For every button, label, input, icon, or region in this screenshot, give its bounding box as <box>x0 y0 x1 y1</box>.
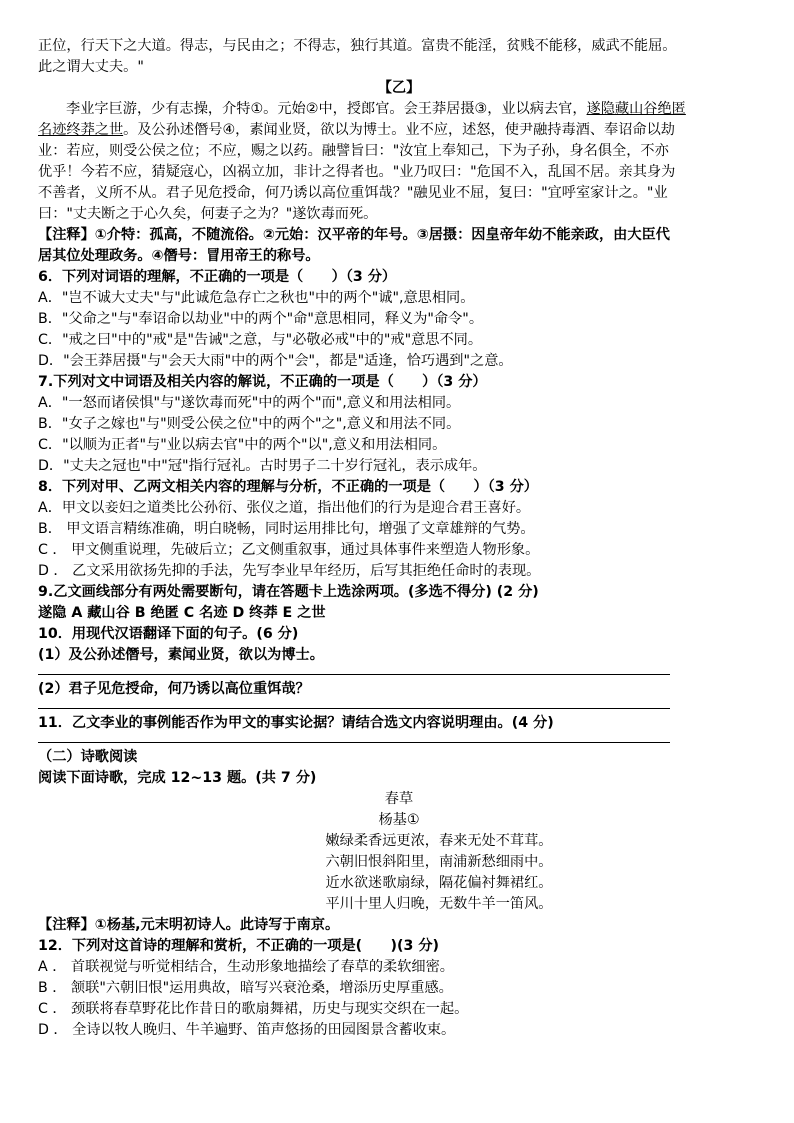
passage-yi-line-5: 不善者，义所不从。君子见危授命，何乃诱以高位重饵哉？"融见业不屈，复曰："宜呼室家计之。"业 <box>38 185 668 201</box>
yi-note-line-2: 居其位处理政务。④僭号：冒用帝王的称号。 <box>38 248 320 264</box>
question-10-sentence-2: (2）君子见危授命，何乃诱以高位重饵哉？ <box>38 681 310 697</box>
question-8-stem: 8．下列对甲、乙两文相关内容的理解与分析，不正确的一项是（ ）（3 分） <box>38 479 538 495</box>
underlined-sentence: 名迹终莽之世 <box>38 122 124 138</box>
answer-space <box>38 700 760 708</box>
question-6-stem: 6．下列对词语的理解，不正确的一项是（ ）（3 分） <box>38 269 397 285</box>
poem-line-3: 近水欲迷歌扇绿，隔花偏衬舞裙红。 <box>325 875 553 891</box>
question-10-stem: 10．用现代汉语翻译下面的句子。(6 分) <box>38 626 299 642</box>
question-12-option-a: A ． 首联视觉与听觉相结合，生动形象地描绘了春草的柔软细密。 <box>38 959 454 975</box>
passage-yi-line-2: 名迹终莽之世。及公孙述僭号④，素闻业贤，欲以为博士。业不应，述怒，使尹融持毒酒、奉诏命以劫 <box>38 122 675 138</box>
question-8-option-d: D ． 乙文采用欲扬先抑的手法，先写李业早年经历，后写其拒绝任命时的表现。 <box>38 563 541 579</box>
poem-note: 【注释】①杨基,元末明初诗人。此诗写于南京。 <box>38 917 340 933</box>
question-7-option-a: A．"一怒而诸侯惧"与"遂饮毒而死"中的两个"而",意义和用法相同。 <box>38 395 461 411</box>
poem-title: 春草 <box>384 791 414 807</box>
question-10-sentence-1: (1）及公孙述僭号，素闻业贤，欲以为博士。 <box>38 647 324 663</box>
question-12-option-c: C ． 颈联将春草野花比作昔日的歌扇舞裙，历史与现实交织在一起。 <box>38 1001 469 1017</box>
question-8-option-a: A．甲文以妾妇之道类比公孙衍、张仪之道，指出他们的行为是迎合君王喜好。 <box>38 500 531 516</box>
passage-yi-line-1: 李业字巨游，少有志操，介特①。元始②中，授郎官。会王莽居摄③，业以病去官，遂隐藏山谷绝匿 <box>66 101 686 117</box>
poem-author: 杨基① <box>378 812 420 828</box>
answer-space <box>38 734 760 742</box>
section-2-instruction: 阅读下面诗歌，完成 12~13 题。(共 7 分) <box>38 770 317 786</box>
poem-line-4: 平川十里人归晚，无数牛羊一笛风。 <box>325 896 553 912</box>
passage-yi-line-4: 优乎！今若不应，猜疑寇心，凶祸立加，非计之得者也。"业乃叹曰："危国不入，乱国不居。亲其身为 <box>38 164 676 180</box>
question-8-option-c: C ． 甲文侧重说理，先破后立；乙文侧重叙事，通过具体事件来塑造人物形象。 <box>38 542 540 558</box>
exam-page <box>38 36 760 1041</box>
question-6-option-b: B．"父命之"与"奉诏命以劫业"中的两个"命"意思相同，释义为"命令"。 <box>38 311 484 327</box>
question-6-option-a: A．"岂不诚大丈夫"与"此诚危急存亡之秋也"中的两个"诚",意思相同。 <box>38 290 475 306</box>
question-12-option-d: D ． 全诗以牧人晚归、牛羊遍野、笛声悠扬的田园图景含蓄收束。 <box>38 1022 456 1038</box>
question-9-stem: 9.乙文画线部分有两处需要断句，请在答题卡上选涂两项。(多选不得分) (2 分) <box>38 584 539 600</box>
passage-yi-heading: 【乙】 <box>377 80 421 96</box>
question-9-choices: 遂隐 A 藏山谷 B 绝匿 C 名迹 D 终莽 E 之世 <box>38 605 326 621</box>
question-7-stem: 7.下列对文中词语及相关内容的解说，不正确的一项是（ ）（3 分） <box>38 374 487 390</box>
question-12-option-b: B ． 颔联"六朝旧恨"运用典故，暗写兴衰沧桑，增添历史厚重感。 <box>38 980 453 996</box>
underlined-sentence: 遂隐藏山谷绝匿 <box>586 101 686 117</box>
passage-jia-line-2: 此之谓大丈夫。" <box>38 59 144 75</box>
yi-note-line-1: 【注释】①介特：孤高，不随流俗。②元始：汉平帝的年号。③居摄：因皇帝年幼不能亲政，由大臣代 <box>38 227 670 243</box>
question-11-stem: 11．乙文李业的事例能否作为甲文的事实论据？请结合选文内容说明理由。(4 分) <box>38 715 554 731</box>
poem-line-2: 六朝旧恨斜阳里，南浦新愁细雨中。 <box>325 854 553 870</box>
question-6-option-c: C．"戒之曰"中的"戒"是"告诫"之意，与"必敬必戒"中的"戒"意思不同。 <box>38 332 483 348</box>
answer-space <box>38 666 760 674</box>
question-7-option-b: B．"女子之嫁也"与"则受公侯之位"中的两个"之",意义和用法不同。 <box>38 416 461 432</box>
poem-line-1: 嫩绿柔香远更浓，春来无处不茸茸。 <box>325 833 553 849</box>
passage-jia-line-1: 正位，行天下之大道。得志，与民由之；不得志，独行其道。富贵不能淫，贫贱不能移，威武不能屈。 <box>38 38 677 54</box>
question-7-option-d: D．"丈夫之冠也"中"冠"指行冠礼。古时男子二十岁行冠礼，表示成年。 <box>38 458 487 474</box>
question-12-stem: 12．下列对这首诗的理解和赏析，不正确的一项是( )(3 分) <box>38 938 439 954</box>
passage-yi-line-6: 曰："丈夫断之于心久矣，何妻子之为？"遂饮毒而死。 <box>38 206 378 222</box>
section-2-heading: （二）诗歌阅读 <box>38 749 138 765</box>
passage-yi-line-3: 业：若应，则受公侯之位；不应，赐之以药。融譬旨曰："汝宜上奉知己，下为子孙，身名俱全，不亦 <box>38 143 669 159</box>
question-6-option-d: D．"会王莽居摄"与"会天大雨"中的两个"会"，都是"适逢，恰巧遇到"之意。 <box>38 353 513 369</box>
question-8-option-b: B． 甲文语言精练准确，明白晓畅，同时运用排比句，增强了文章雄辩的气势。 <box>38 521 535 537</box>
question-7-option-c: C．"以顺为正者"与"业以病去官"中的两个"以",意义和用法相同。 <box>38 437 447 453</box>
